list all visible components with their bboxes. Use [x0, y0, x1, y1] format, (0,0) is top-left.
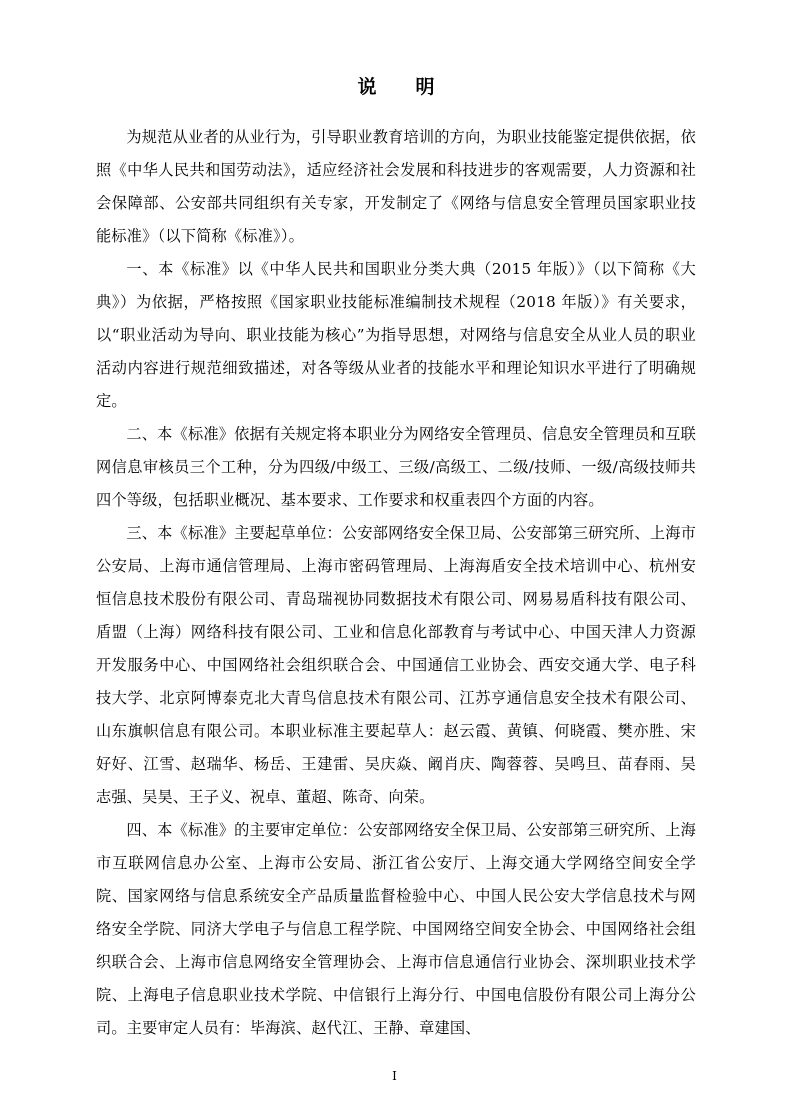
paragraph-3: 二、本《标准》依据有关规定将本职业分为网络安全管理员、信息安全管理员和互联网信息审核员三个工种，分为四级/中级工、三级/高级工、二级/技师、一级/高级技师共四个等级，包括职业概况、基本要求、工作要求和权重表四个方面的内容。 — [96, 425, 696, 509]
page-number: I — [392, 1069, 397, 1083]
paragraph-2: 一、本《标准》以《中华人民共和国职业分类大典（2015 年版）》（以下简称《大典》）为依据，严格按照《国家职业技能标准编制技术规程（2018 年版）》有关要求，以“职业活动为导向、职业技能为核心”为指导思想，对网络与信息安全从业人员的职业活动内容进行规范细致描述，对各等级从业者的技能水平和理论知识水平进行了明确规定。 — [96, 260, 696, 410]
page-content — [96, 72, 696, 1045]
paragraph-5: 四、本《标准》的主要审定单位：公安部网络安全保卫局、公安部第三研究所、上海市互联网信息办公室、上海市公安局、浙江省公安厅、上海交通大学网络空间安全学院、国家网络与信息系统安全产品质量监督检验中心、中国人民公安大学信息技术与网络安全学院、同济大学电子与信息工程学院、中国网络空间安全协会、中国网络社会组织联合会、上海市信息网络安全管理协会、上海市信息通信行业协会、深圳职业技术学院、上海电子信息职业技术学院、中信银行上海分行、中国电信股份有限公司上海分公司。主要审定人员有：毕海滨、赵代江、王静、章建国、 — [96, 821, 696, 1037]
page-title: 说 明 — [357, 76, 445, 98]
paragraph-1: 为规范从业者的从业行为，引导职业教育培训的方向，为职业技能鉴定提供依据，依照《中华人民共和国劳动法》，适应经济社会发展和科技进步的客观需要，人力资源和社会保障部、公安部共同组织有关专家，开发制定了《网络与信息安全管理员国家职业技能标准》（以下简称《标准》）。 — [96, 128, 696, 245]
paragraph-4: 三、本《标准》主要起草单位：公安部网络安全保卫局、公安部第三研究所、上海市公安局、上海市通信管理局、上海市密码管理局、上海海盾安全技术培训中心、杭州安恒信息技术股份有限公司、青岛瑞视协同数据技术有限公司、网易易盾科技有限公司、盾盟（上海）网络科技有限公司、工业和信息化部教育与考试中心、中国天津人力资源开发服务中心、中国网络社会组织联合会、中国通信工业协会、西安交通大学、电子科技大学、北京阿博泰克北大青鸟信息技术有限公司、江苏亨通信息安全技术有限公司、山东旗帜信息有限公司。本职业标准主要起草人：赵云霞、黄镇、何晓霞、樊亦胜、宋好好、江雪、赵瑞华、杨岳、王建雷、吴庆焱、阚肖庆、陶蓉蓉、吴鸣旦、苗春雨、吴志强、吴昊、王子义、祝卓、董超、陈奇、向荣。 — [96, 524, 696, 806]
